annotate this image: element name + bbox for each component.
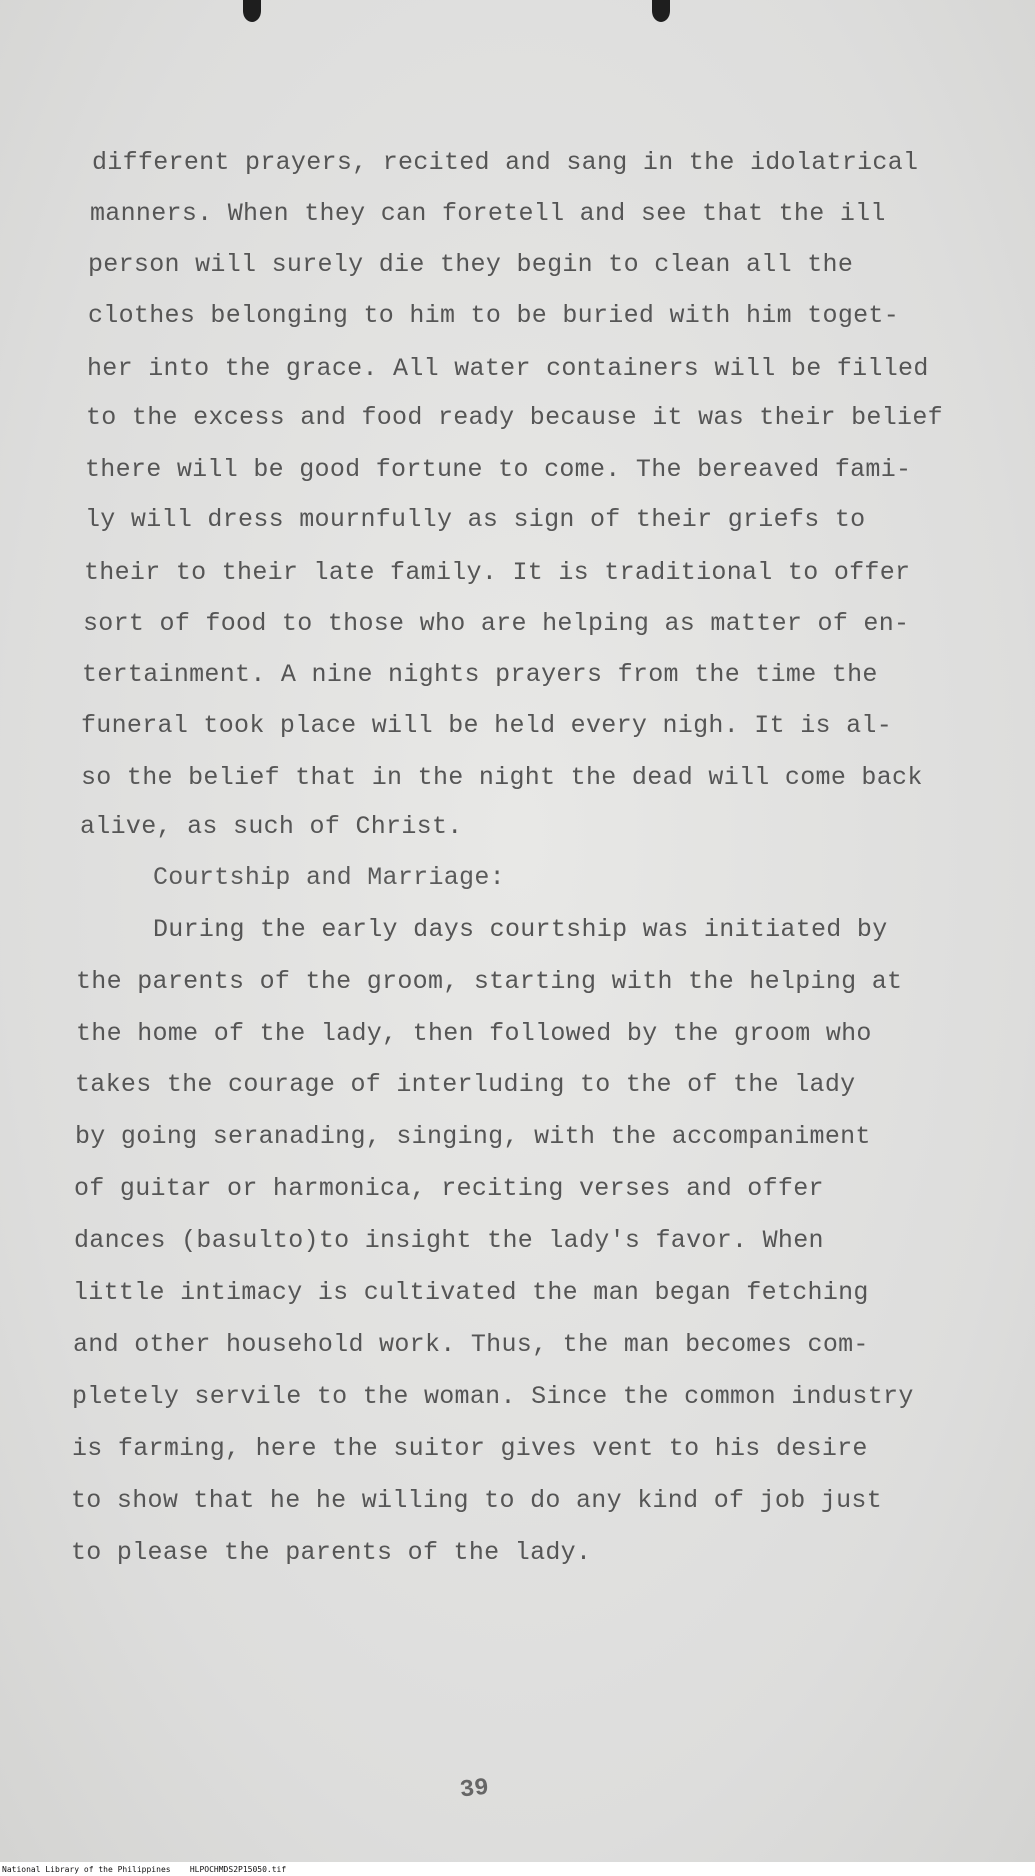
text-line: to please the parents of the lady.	[71, 1538, 592, 1567]
text-line: During the early days courtship was initiated by	[153, 915, 888, 944]
text-line: and other household work. Thus, the man becomes com-	[73, 1330, 869, 1359]
text-line: their to their late family. It is traditional to offer	[84, 558, 911, 587]
text-line: the parents of the groom, starting with the helping at	[76, 967, 903, 996]
text-line: sort of food to those who are helping as matter of en-	[83, 609, 910, 638]
text-line: to show that he he willing to do any kind of job just	[71, 1486, 883, 1515]
text-line: funeral took place will be held every nigh. It is al-	[81, 711, 893, 740]
punch-hole-left	[243, 0, 261, 22]
text-line: little intimacy is cultivated the man began fetching	[73, 1278, 869, 1307]
scan-footer	[0, 1864, 1035, 1876]
text-line: ly will dress mournfully as sign of their griefs to	[85, 505, 866, 534]
library-name: National Library of the Philippines	[2, 1865, 171, 1874]
text-line: clothes belonging to him to be buried with him toget-	[88, 301, 900, 330]
text-line: there will be good fortune to come. The bereaved fami-	[85, 455, 912, 484]
file-id: HLPOCHMDS2P15050.tif	[189, 1865, 287, 1874]
text-line: to the excess and food ready because it was their belief	[86, 403, 943, 432]
punch-hole-right	[652, 0, 670, 22]
text-line: different prayers, recited and sang in the idolatrical	[92, 148, 919, 177]
text-line: pletely servile to the woman. Since the common industry	[72, 1382, 914, 1411]
text-line: her into the grace. All water containers will be filled	[87, 354, 929, 383]
text-line: is farming, here the suitor gives vent to his desire	[72, 1434, 868, 1463]
text-line: tertainment. A nine nights prayers from the time the	[82, 660, 878, 689]
text-line: dances (basulto)to insight the lady's favor. When	[74, 1226, 824, 1255]
text-line: by going seranading, singing, with the accompaniment	[75, 1122, 871, 1151]
page-number: 39	[458, 1774, 491, 1805]
text-line: takes the courage of interluding to the of the lady	[75, 1070, 856, 1099]
text-line: of guitar or harmonica, reciting verses and offer	[74, 1174, 824, 1203]
text-line: person will surely die they begin to clean all the	[88, 250, 854, 279]
text-line: manners. When they can foretell and see that the ill	[90, 199, 886, 228]
text-line: the home of the lady, then followed by the groom who	[76, 1019, 872, 1048]
section-heading: Courtship and Marriage:	[153, 863, 505, 892]
text-line: so the belief that in the night the dead will come back	[81, 763, 923, 792]
text-line: alive, as such of Christ.	[80, 812, 463, 841]
